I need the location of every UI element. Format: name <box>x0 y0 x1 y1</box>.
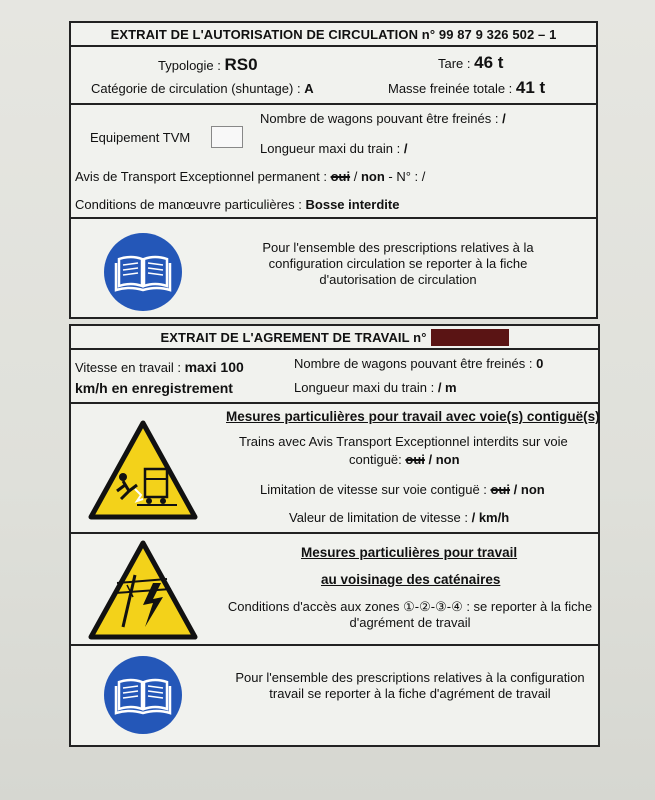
vitesse-field: Vitesse en travail : maxi 100 <box>75 359 244 375</box>
masse-field: Masse freinée totale : 41 t <box>388 78 546 97</box>
travail-panel <box>69 324 600 747</box>
circulation-panel <box>69 21 598 319</box>
divider <box>71 103 596 105</box>
section1-line2: contiguë: oui / non <box>349 452 460 467</box>
travail-title: EXTRAIT DE L'AGREMENT DE TRAVAIL n° <box>71 326 598 350</box>
categorie-field: Catégorie de circulation (shuntage) : A <box>91 81 314 96</box>
longueur-field: Longueur maxi du train : / m <box>294 380 457 395</box>
circulation-title: EXTRAIT DE L'AUTORISATION DE CIRCULATION n° 99 87 9 326 502 – 1 <box>71 23 596 47</box>
tvm-box <box>211 126 243 148</box>
section1-title: Mesures particulières pour travail avec voie(s) contiguë(s) <box>226 409 600 424</box>
tare-field: Tare : 46 t <box>438 53 504 72</box>
divider <box>71 217 596 219</box>
divider <box>71 532 598 534</box>
wagons-field: Nombre de wagons pouvant être freinés : / <box>260 111 506 126</box>
avis-field: Avis de Transport Exceptionnel permanent : oui / non - N° : / <box>75 169 426 184</box>
section2-title-1: Mesures particulières pour travail <box>301 545 518 560</box>
section2-text: Conditions d'accès aux zones ①-②-③-④ : se reporter à la fiche d'agrément de travail <box>227 599 593 630</box>
divider <box>71 644 598 646</box>
typologie-label: Typologie : RS0 <box>158 55 258 74</box>
electric-hazard-warning-icon <box>87 539 199 647</box>
redacted-number <box>431 329 509 346</box>
divider <box>71 402 598 404</box>
book-icon <box>103 232 183 317</box>
train-hazard-warning-icon <box>87 419 199 527</box>
wagons-field: Nombre de wagons pouvant être freinés : 0 <box>294 356 544 371</box>
equipement-label: Equipement TVM <box>90 130 191 145</box>
longueur-field: Longueur maxi du train : / <box>260 141 408 156</box>
book-icon <box>103 655 183 740</box>
section1-line3: Limitation de vitesse sur voie contiguë : oui / non <box>260 482 545 497</box>
travail-note: Pour l'ensemble des prescriptions relatives à la configuration travail se reporter à la fiche d'agrément de travail <box>235 670 585 701</box>
circulation-note: Pour l'ensemble des prescriptions relatives à la configuration circulation se reporter à la fiche d'autorisation de circulation <box>262 240 534 287</box>
section1-line1: Trains avec Avis Transport Exceptionnel interdits sur voie <box>239 434 568 449</box>
section1-line4: Valeur de limitation de vitesse : / km/h <box>289 510 510 525</box>
vitesse-field-2: km/h en enregistrement <box>75 380 233 396</box>
section2-title-2: au voisinage des caténaires <box>321 572 501 587</box>
conditions-field: Conditions de manœuvre particulières : Bosse interdite <box>75 197 400 212</box>
